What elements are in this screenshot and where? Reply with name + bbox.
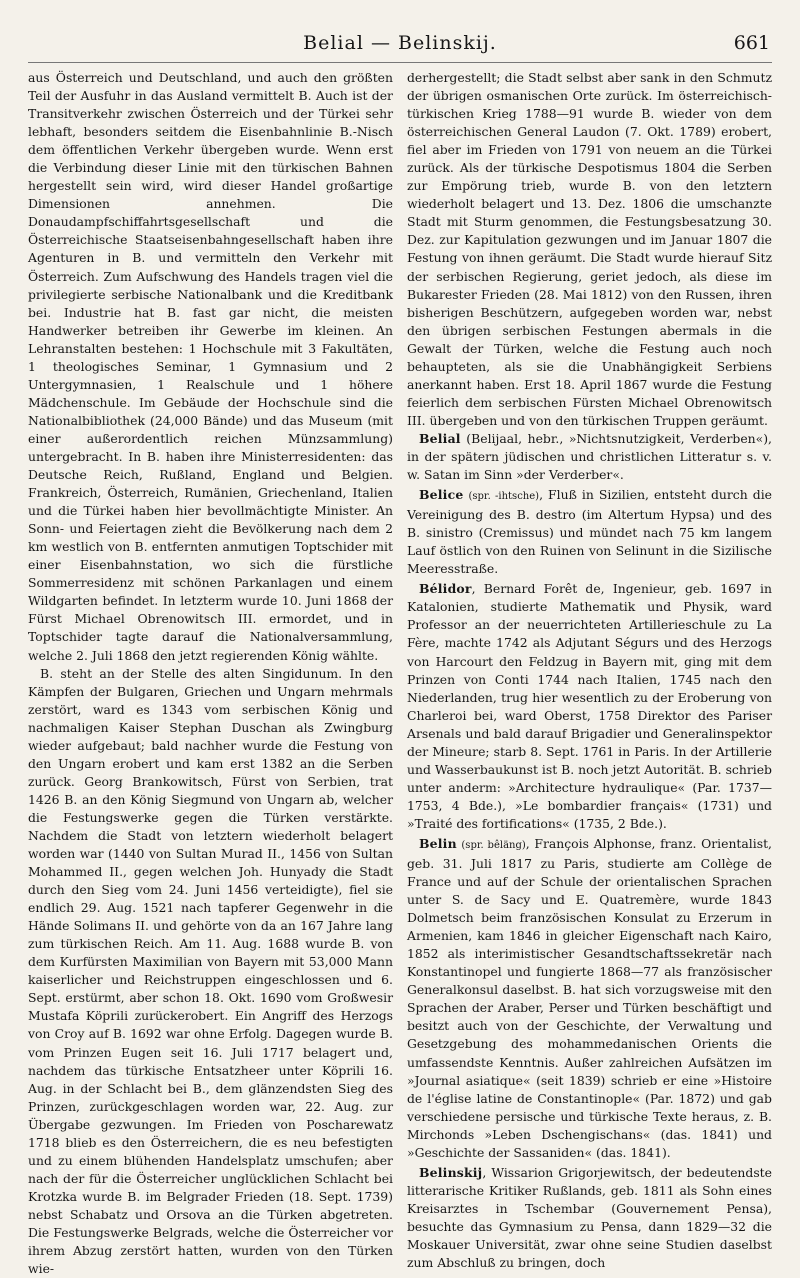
belgrad-paragraph-1: aus Österreich und Deutschland, und auch den größten Teil der Ausfuhr in das Ausland vermittelt B. Auch ist der Transitverkehr zwischen Österreich und der Türkei sehr lebhaft, besonders seitdem die Eisenbahnlinie B.-Nisch dem öffentlichen Verkehr übergeben wurde. Wenn erst die Verbindung dieser Linie mit den türkischen Bahnen hergestellt sein wird, wird dieser Handel großartige Dimensionen annehmen. Die Donaudampfschiffahrtsgesellschaft und die Österreichische Staatseisenbahngesellschaft haben ihre Agenturen in B. und vermitteln den Verkehr mit Österreich. Zum Aufschwung des Handels tragen viel die privilegierte serbische Nationalbank und die Kreditbank bei. Industrie hat B. fast gar nicht, die meisten Handwerker betreiben ihr Gewerbe im kleinen. An Lehranstalten bestehen: 1 Hochschule mit 3 Fakultäten, 1 theologisches Seminar, 1 Gymnasium und 2 Untergymnasien, 1 Realschule und 1 höhere Mädchenschule. Im Gebäude der Hochschule sind die Nationalbibliothek (24,000 Bände) und das Museum (mit einer außerordentlich reichen Münzsammlung) untergebracht. In B. haben ihre Ministerresidenten: das Deutsche Reich, Rußland, England und Belgien. Frankreich, Österreich, Rumänien, Griechenland, Italien und die Türkei haben hier bevollmächtigte Minister. An Sonn- und Feiertagen zieht die Bevölkerung nach dem 2 km westlich von B. entfernten anmutigen Toptschider mit einer Eisenbahnstation, wo sich die fürstliche Sommerresidenz mit schönen Parkanlagen und einem Wildgarten befindet. In letzterm wurde 10. Juni 1868 der Fürst Michael Obrenowitsch III. ermordet, und in Toptschider tagte darauf die Nationalversammlung, welche 2. Juli 1868 den jetzt regierenden König wählte.	[28, 70, 393, 663]
entry-text: , Bernard Forêt de, Ingenieur, geb. 1697 in Katalonien, studierte Mathematik und Physik, ward Professor an der neuerrichteten Artillerieschule zu La Fère, machte 1742 als Adjutant Ségurs und des Herzogs von Harcourt den Feldzug in Bayern mit, ging mit dem Prinzen von Conti 1744 nach Italien, 1745 nach den Niederlanden, trug hier wesentlich zu der Eroberung von Charleroi bei, ward Oberst, 1758 Direktor des Pariser Arsenals und bald darauf Brigadier und Generalinspektor der Mineure; starb 8. Sept. 1761 in Paris. In der Artillerie und Wasserbaukunst ist B. noch jetzt Autorität. B. schrieb unter anderm: »Architecture hydraulique« (Par. 1737—1753, 4 Bde.), »Le bombardier français« (1731) und »Traité des fortifications« (1735, 2 Bde.).	[407, 581, 772, 831]
left-column	[28, 69, 393, 1278]
entry-lemma: Belial	[419, 430, 461, 446]
entry-text: , Fluß in Sizilien, entsteht durch die Vereinigung des B. destro (im Altertum Hypsa) und des B. sinistro (Cremissus) und mündet nach 75 km langem Lauf östlich von den Ruinen von Selinunt in die Sizilische Meeresstraße.	[407, 487, 772, 577]
running-head	[28, 28, 772, 63]
entry-belice	[407, 486, 772, 578]
entry-belial	[407, 430, 772, 484]
text-columns	[28, 69, 772, 1278]
page-title: Belial — Belinskij.	[303, 32, 497, 54]
right-column	[407, 69, 772, 1278]
entry-text: (Belijaal, hebr., »Nichtsnutzigkeit, Verderben«), in der spätern jüdischen und christlichen Litteratur s. v. w. Satan im Sinn »der Verderber«.	[407, 430, 772, 483]
entry-lemma: Belin	[419, 835, 457, 851]
entry-text: , François Alphonse, franz. Orientalist, geb. 31. Juli 1817 zu Paris, studierte am Collège de France und auf der Schule der orientalischen Sprachen unter S. de Sacy und E. Quatremère, wurde 1843 Dolmetsch beim französischen Konsulat zu Erzerum in Armenien, kam 1846 in gleicher Eigenschaft nach Kairo, 1852 als interimistischer Gesandtschaftssekretär nach Konstantinopel und fungierte 1868—77 als französischer Generalkonsul daselbst. B. hat sich vorzugsweise mit den Sprachen der Araber, Perser und Türken beschäftigt und besitzt auch von der Geschichte, der Verwaltung und Gesetzgebung des mohammedanischen Orients die umfassendste Kenntnis. Außer zahlreichen Aufsätzen im »Journal asiatique« (seit 1839) schrieb er eine »Histoire de l'église latine de Constantinople« (Par. 1872) und gab verschiedene persische und türkische Texte heraus, z. B. Mirchonds »Leben Dschengischans« (das. 1841) und »Geschichte der Sassaniden« (das. 1841).	[407, 835, 772, 1160]
entry-lemma: Bélidor	[419, 581, 472, 597]
entry-belinskij	[407, 1164, 772, 1272]
entry-belidor	[407, 580, 772, 833]
entry-pronunciation: (spr. -ihtsche)	[468, 491, 540, 503]
page-number: 661	[733, 32, 770, 54]
belgrad-continuation: derhergestellt; die Stadt selbst aber sank in den Schmutz der übrigen osmanischen Orte zurück. Im österreichisch-türkischen Krieg 1788—91 wurde B. wieder von dem österreichischen General Laudon (7. Okt. 1789) erobert, fiel aber im Frieden von 1791 von neuem an die Türkei zurück. Als der türkische Despotismus 1804 die Serben zur Empörung trieb, wurde B. von den letztern wiederholt belagert und 13. Dez. 1806 die umschanzte Stadt mit Sturm genommen, die Festungsbesatzung 30. Dez. zur Kapitulation gezwungen und im Januar 1807 die Festung von ihnen geräumt. Die Stadt wurde hierauf Sitz der serbischen Regierung, geriet jedoch, als diese im Bukarester Frieden (28. Mai 1812) von den Russen, ihren bisherigen Beschützern, aufgegeben worden war, nebst den übrigen serbischen Festungen abermals in die Gewalt der Türken, welche die Festung auch noch behaupteten, als sie die Unabhängigkeit Serbiens anerkannt haben. Erst 18. April 1867 wurde die Festung feierlich dem serbischen Fürsten Michael Obrenowitsch III. übergeben und von den türkischen Truppen geräumt.	[407, 70, 772, 428]
entry-belin	[407, 835, 772, 1162]
entry-text: , Wissarion Grigorjewitsch, der bedeutendste litterarische Kritiker Rußlands, geb. 1811 als Sohn eines Kreisarztes in Tschembar (Gouvernement Pensa), besuchte das Gymnasium zu Pensa, dann 1829—32 die Moskauer Universität, zwar ohne seine Studien daselbst zum Abschluß zu bringen, doch	[407, 1164, 772, 1271]
entry-lemma: Belice	[419, 487, 464, 503]
entry-lemma: Belinskij	[419, 1164, 483, 1180]
belgrad-paragraph-2: B. steht an der Stelle des alten Singidunum. In den Kämpfen der Bulgaren, Griechen und Ungarn mehrmals zerstört, ward es 1343 vom serbischen König und nachmaligen Kaiser Stephan Duschan als Zwingburg wieder aufgebaut; bald nachher wurde die Festung von den Ungarn erobert und kam erst 1382 an die Serben zurück. Georg Brankowitsch, Fürst von Serbien, trat 1426 B. an den König Siegmund von Ungarn ab, welcher die Festungswerke gegen die Türken verstärkte. Nachdem die Stadt von letztern wiederholt belagert worden war (1440 von Sultan Murad II., 1456 von Sultan Mohammed II., gegen welchen Joh. Hunyady die Stadt durch den Sieg vom 24. Juni 1456 verteidigte), fiel sie endlich 29. Aug. 1521 nach tapferer Gegenwehr in die Hände Solimans II. und gehörte von da an 167 Jahre lang zum türkischen Reich. Am 11. Aug. 1688 wurde B. von dem Kurfürsten Maximilian von Bayern mit 53,000 Mann kaiserlicher und Reichstruppen eingeschlossen und 6. Sept. erstürmt, aber schon 18. Okt. 1690 vom Großwesir Mustafa Köprili zurückerobert. Ein Angriff des Herzogs von Croy auf B. 1692 war ohne Erfolg. Dagegen wurde B. vom Prinzen Eugen seit 16. Juli 1717 belagert und, nachdem das türkische Entsatzheer unter Köprili 16. Aug. in der Schlacht bei B., dem glänzendsten Sieg des Prinzen, zurückgeschlagen worden war, 22. Aug. zur Übergabe gezwungen. Im Frieden von Poscharewatz 1718 blieb es den Österreichern, die es neu befestigten und zu einem blühenden Handelsplatz umschufen; aber nach der für die Österreicher unglücklichen Schlacht bei Krotzka wurde B. im Belgrader Frieden (18. Sept. 1739) nebst Schabatz und Orsova an die Türken abgetreten. Die Festungswerke Belgrads, welche die Österreicher vor ihrem Abzug zerstört hatten, wurden von den Türken wie-	[28, 665, 393, 1277]
entry-pronunciation: (spr. bêläng)	[461, 839, 526, 851]
